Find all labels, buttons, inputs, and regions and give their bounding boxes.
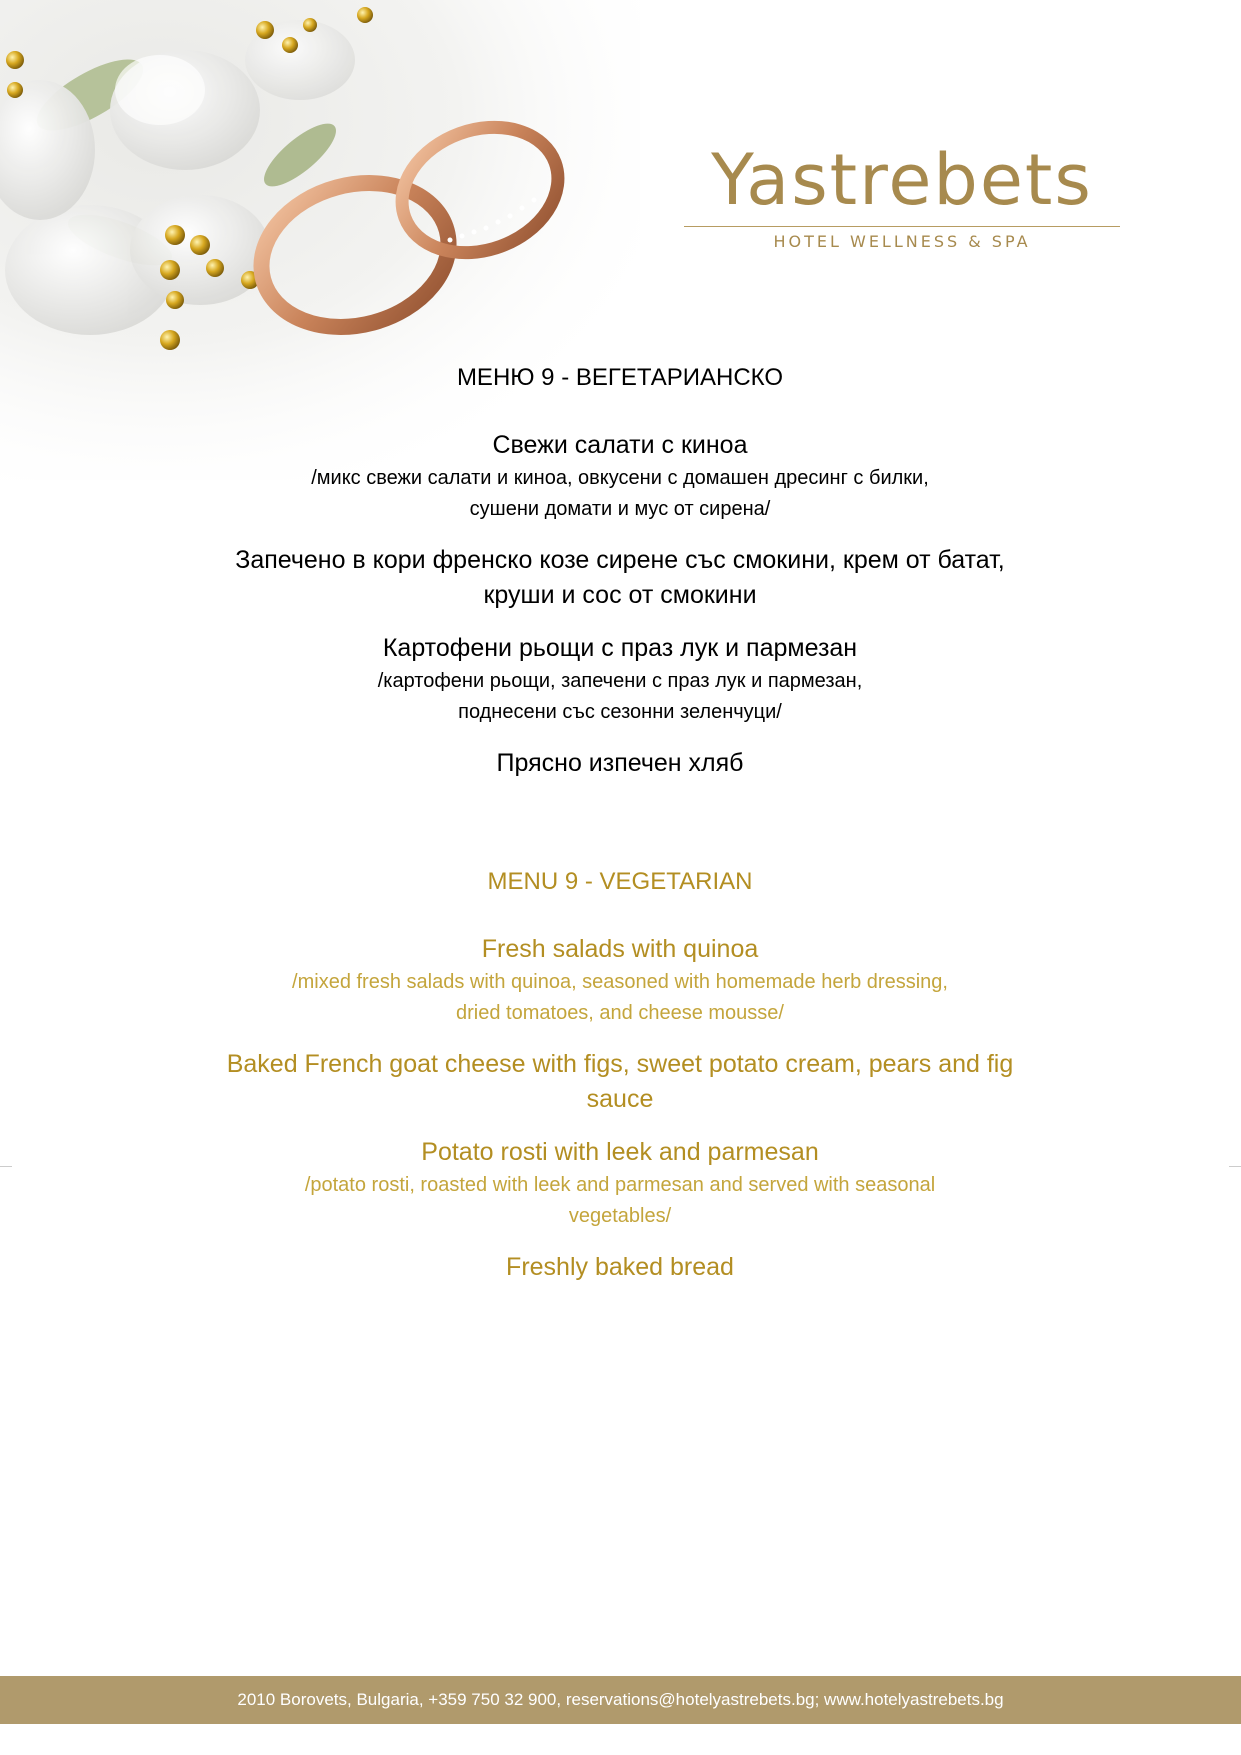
hotel-logo (684, 140, 1120, 253)
menu-title-en: MENU 9 - VEGETARIAN (487, 868, 753, 895)
dish-name: Свежи салати с киноа (492, 431, 748, 459)
logo-divider (684, 226, 1120, 227)
dish-item (120, 1135, 1120, 1232)
dish-item (120, 631, 1120, 728)
dish-name: Potato rosti with leek and parmesan (421, 1138, 819, 1166)
dish-name: Fresh salads with quinoa (481, 935, 759, 963)
dish-description: /potato rosti, roasted with leek and parmesan and served with seasonal (304, 1174, 936, 1196)
dish-description: /mixed fresh salads with quinoa, seasoned with homemade herb dressing, (292, 971, 948, 993)
dish-description: поднесени със сезонни зеленчуци/ (458, 701, 782, 723)
dish-name: Прясно изпечен хляб (496, 749, 744, 777)
menu-title-bg: МЕНЮ 9 - ВЕГЕТАРИАНСКО (456, 364, 784, 391)
dish-description: сушени домати и мус от сирена/ (469, 498, 771, 520)
dish-description: /микс свежи салати и киноа, овкусени с домашен дресинг с билки, (311, 467, 929, 489)
dish-name: Запечено в кори френско козе сирене със смокини, крем от батат, (235, 546, 1005, 574)
dish-description: dried tomatoes, and cheese mousse/ (456, 1002, 784, 1024)
dish-item (120, 746, 1120, 781)
logo-tagline: HOTEL WELLNESS & SPA (773, 232, 1031, 251)
dish-name: sauce (586, 1085, 654, 1113)
menu-bulgarian (120, 362, 1120, 799)
dish-name: Freshly baked bread (506, 1253, 734, 1281)
fold-mark-right (1229, 1166, 1241, 1167)
fold-mark-left (0, 1166, 12, 1167)
menu-english (120, 866, 1120, 1303)
dish-name: Baked French goat cheese with figs, sweet potato cream, pears and fig (226, 1050, 1014, 1078)
dish-item (120, 543, 1120, 613)
dish-description: vegetables/ (568, 1205, 672, 1227)
dish-item (120, 1250, 1120, 1285)
dish-description: /картофени рьощи, запечени с праз лук и пармезан, (377, 670, 863, 692)
dish-item (120, 932, 1120, 1029)
footer-contact-bar: 2010 Borovets, Bulgaria, +359 750 32 900, reservations@hotelyastrebets.bg; www.hotelyastrebets.bg (0, 1676, 1241, 1724)
logo-name: Yastrebets (711, 139, 1093, 221)
dish-name: Картофени рьощи с праз лук и пармезан (382, 634, 858, 662)
dish-name: круши и сос от смокини (483, 581, 757, 609)
dish-item (120, 428, 1120, 525)
dish-item (120, 1047, 1120, 1117)
